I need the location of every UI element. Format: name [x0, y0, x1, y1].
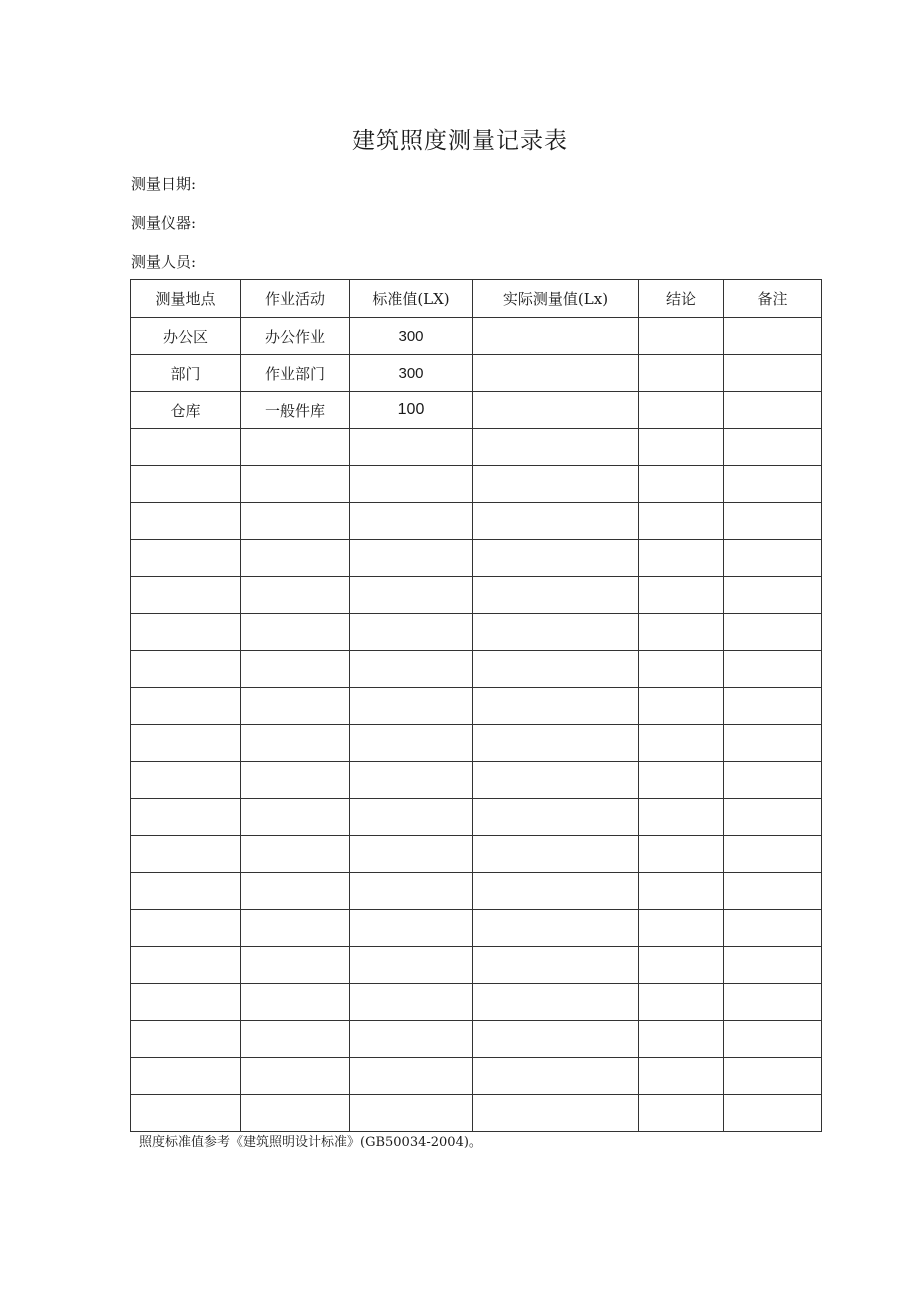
- header-standard-value: 标准值(LX): [350, 280, 473, 318]
- actual-value-cell: [473, 799, 639, 836]
- table-row: [131, 355, 822, 392]
- remarks-cell: [724, 762, 822, 799]
- conclusion-cell: [639, 355, 724, 392]
- remarks-cell: [724, 688, 822, 725]
- conclusion-cell: [639, 429, 724, 466]
- standard-value-cell: [350, 577, 473, 614]
- location-cell: [131, 984, 241, 1021]
- location-cell: 仓库: [131, 392, 241, 429]
- standard-value-cell: 100: [350, 392, 473, 429]
- standard-value-cell: [350, 1095, 473, 1132]
- conclusion-cell: [639, 688, 724, 725]
- actual-value-cell: [473, 614, 639, 651]
- remarks-cell: [724, 503, 822, 540]
- table-row: [131, 873, 822, 910]
- standard-value-cell: [350, 873, 473, 910]
- actual-value-cell: [473, 836, 639, 873]
- header-conclusion: 结论: [639, 280, 724, 318]
- activity-cell: [241, 540, 350, 577]
- remarks-cell: [724, 540, 822, 577]
- location-cell: [131, 503, 241, 540]
- table-row: [131, 503, 822, 540]
- actual-value-cell: [473, 725, 639, 762]
- activity-cell: 作业部门: [241, 355, 350, 392]
- remarks-cell: [724, 1058, 822, 1095]
- conclusion-cell: [639, 799, 724, 836]
- conclusion-cell: [639, 614, 724, 651]
- activity-cell: [241, 836, 350, 873]
- table-row: [131, 1021, 822, 1058]
- conclusion-cell: [639, 873, 724, 910]
- standard-value-cell: [350, 429, 473, 466]
- activity-cell: 一般件库: [241, 392, 350, 429]
- standard-value-cell: [350, 540, 473, 577]
- table-header-row: [131, 280, 822, 318]
- table-row: [131, 651, 822, 688]
- footnote: 照度标准值参考《建筑照明设计标准》(GB50034-2004)。: [139, 1135, 482, 1150]
- table-row: [131, 577, 822, 614]
- location-cell: [131, 540, 241, 577]
- location-cell: [131, 577, 241, 614]
- actual-value-cell: [473, 503, 639, 540]
- conclusion-cell: [639, 577, 724, 614]
- remarks-cell: [724, 429, 822, 466]
- table-row: [131, 725, 822, 762]
- standard-value-cell: [350, 910, 473, 947]
- page-title: 建筑照度测量记录表: [352, 128, 568, 154]
- standard-value-cell: [350, 984, 473, 1021]
- remarks-cell: [724, 355, 822, 392]
- remarks-cell: [724, 799, 822, 836]
- remarks-cell: [724, 1021, 822, 1058]
- location-cell: [131, 1021, 241, 1058]
- activity-cell: 办公作业: [241, 318, 350, 355]
- location-cell: 部门: [131, 355, 241, 392]
- header-actual-value: 实际测量值(Lx): [473, 280, 639, 318]
- activity-cell: [241, 725, 350, 762]
- remarks-cell: [724, 836, 822, 873]
- measurement-date-label: 测量日期:: [131, 175, 197, 193]
- activity-cell: [241, 1021, 350, 1058]
- location-cell: [131, 1058, 241, 1095]
- conclusion-cell: [639, 503, 724, 540]
- actual-value-cell: [473, 466, 639, 503]
- header-activity: 作业活动: [241, 280, 350, 318]
- remarks-cell: [724, 577, 822, 614]
- conclusion-cell: [639, 762, 724, 799]
- conclusion-cell: [639, 540, 724, 577]
- table-row: [131, 466, 822, 503]
- location-cell: [131, 836, 241, 873]
- activity-cell: [241, 984, 350, 1021]
- actual-value-cell: [473, 947, 639, 984]
- activity-cell: [241, 466, 350, 503]
- location-cell: [131, 762, 241, 799]
- standard-value-cell: [350, 688, 473, 725]
- activity-cell: [241, 429, 350, 466]
- location-cell: [131, 429, 241, 466]
- location-cell: [131, 910, 241, 947]
- remarks-cell: [724, 984, 822, 1021]
- location-cell: [131, 799, 241, 836]
- table-row: [131, 429, 822, 466]
- location-cell: [131, 651, 241, 688]
- table-row: [131, 984, 822, 1021]
- activity-cell: [241, 651, 350, 688]
- header-remarks: 备注: [724, 280, 822, 318]
- activity-cell: [241, 577, 350, 614]
- activity-cell: [241, 762, 350, 799]
- conclusion-cell: [639, 1095, 724, 1132]
- remarks-cell: [724, 318, 822, 355]
- location-cell: [131, 873, 241, 910]
- table-row: [131, 614, 822, 651]
- standard-value-cell: [350, 947, 473, 984]
- actual-value-cell: [473, 540, 639, 577]
- remarks-cell: [724, 873, 822, 910]
- remarks-cell: [724, 651, 822, 688]
- actual-value-cell: [473, 1095, 639, 1132]
- conclusion-cell: [639, 466, 724, 503]
- measurement-instrument-label: 测量仪器:: [131, 214, 197, 232]
- header-location: 测量地点: [131, 280, 241, 318]
- location-cell: [131, 614, 241, 651]
- location-cell: [131, 466, 241, 503]
- remarks-cell: [724, 466, 822, 503]
- conclusion-cell: [639, 725, 724, 762]
- actual-value-cell: [473, 1021, 639, 1058]
- conclusion-cell: [639, 984, 724, 1021]
- table-row: [131, 1095, 822, 1132]
- table-row: [131, 910, 822, 947]
- activity-cell: [241, 1095, 350, 1132]
- remarks-cell: [724, 947, 822, 984]
- activity-cell: [241, 799, 350, 836]
- standard-value-cell: [350, 1021, 473, 1058]
- location-cell: [131, 947, 241, 984]
- table-row: [131, 836, 822, 873]
- activity-cell: [241, 947, 350, 984]
- activity-cell: [241, 1058, 350, 1095]
- actual-value-cell: [473, 651, 639, 688]
- standard-value-cell: [350, 466, 473, 503]
- actual-value-cell: [473, 873, 639, 910]
- table-row: [131, 799, 822, 836]
- conclusion-cell: [639, 836, 724, 873]
- actual-value-cell: [473, 318, 639, 355]
- remarks-cell: [724, 1095, 822, 1132]
- conclusion-cell: [639, 392, 724, 429]
- location-cell: [131, 725, 241, 762]
- standard-value-cell: [350, 725, 473, 762]
- standard-value-cell: [350, 836, 473, 873]
- actual-value-cell: [473, 355, 639, 392]
- table-row: [131, 392, 822, 429]
- activity-cell: [241, 910, 350, 947]
- standard-value-cell: [350, 614, 473, 651]
- standard-value-cell: [350, 651, 473, 688]
- table-row: [131, 762, 822, 799]
- actual-value-cell: [473, 688, 639, 725]
- table-body: [131, 318, 822, 1132]
- conclusion-cell: [639, 1058, 724, 1095]
- conclusion-cell: [639, 947, 724, 984]
- standard-value-cell: [350, 762, 473, 799]
- standard-value-cell: [350, 503, 473, 540]
- activity-cell: [241, 873, 350, 910]
- remarks-cell: [724, 910, 822, 947]
- table-row: [131, 1058, 822, 1095]
- illuminance-record-table: [130, 279, 822, 1132]
- conclusion-cell: [639, 651, 724, 688]
- conclusion-cell: [639, 910, 724, 947]
- actual-value-cell: [473, 984, 639, 1021]
- actual-value-cell: [473, 577, 639, 614]
- standard-value-cell: [350, 1058, 473, 1095]
- actual-value-cell: [473, 762, 639, 799]
- table-row: [131, 947, 822, 984]
- standard-value-cell: 300: [350, 318, 473, 355]
- standard-value-cell: [350, 799, 473, 836]
- location-cell: [131, 688, 241, 725]
- table-row: [131, 318, 822, 355]
- table-row: [131, 540, 822, 577]
- activity-cell: [241, 688, 350, 725]
- remarks-cell: [724, 725, 822, 762]
- actual-value-cell: [473, 429, 639, 466]
- actual-value-cell: [473, 1058, 639, 1095]
- conclusion-cell: [639, 318, 724, 355]
- table-row: [131, 688, 822, 725]
- actual-value-cell: [473, 910, 639, 947]
- remarks-cell: [724, 392, 822, 429]
- location-cell: [131, 1095, 241, 1132]
- actual-value-cell: [473, 392, 639, 429]
- location-cell: 办公区: [131, 318, 241, 355]
- activity-cell: [241, 503, 350, 540]
- measurement-staff-label: 测量人员:: [131, 253, 197, 271]
- standard-value-cell: 300: [350, 355, 473, 392]
- remarks-cell: [724, 614, 822, 651]
- conclusion-cell: [639, 1021, 724, 1058]
- activity-cell: [241, 614, 350, 651]
